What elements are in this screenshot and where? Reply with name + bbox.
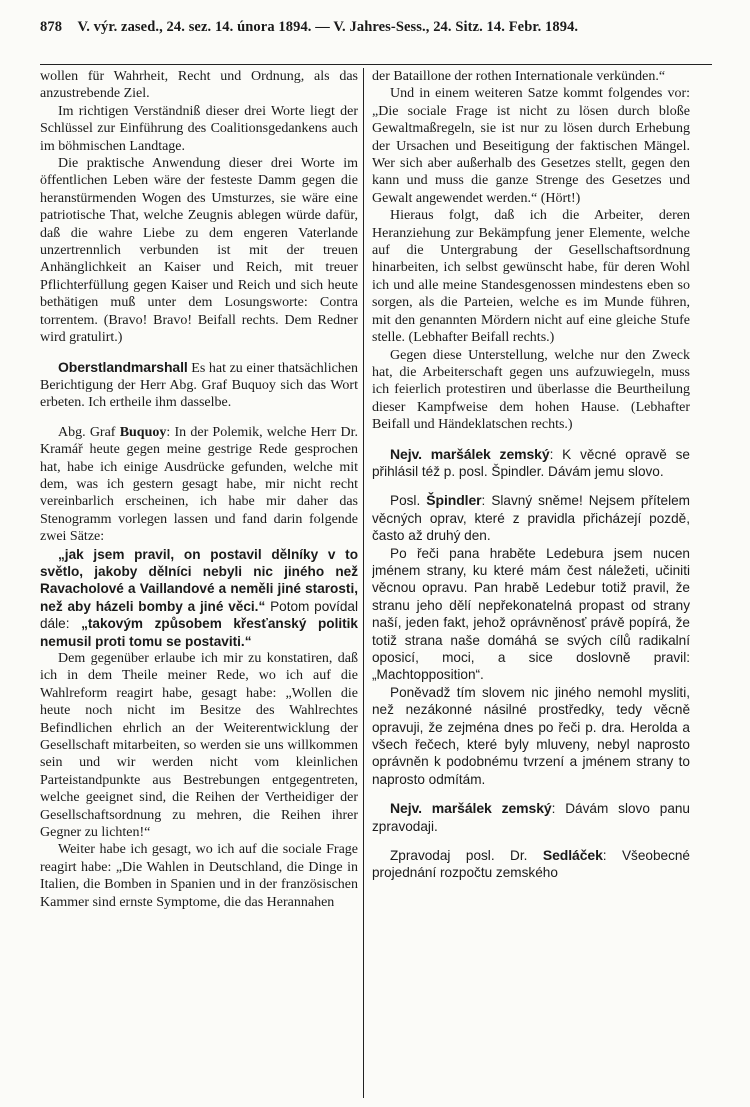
speaker-name: Sedláček: [542, 847, 603, 864]
paragraph: Po řeči pana hraběte Ledebura jsem nucen jménem strany, ku které mám čest náležeti, učiniti věcnou opravu. Pan hrabě Ledebur totiž pravil, že stranu jeho dělí nepřekonatelná propast od strany naší, jeden fakt, jehož oprávněnosť právě popírá, že totiž strana naše domáhá se svých cílů radikalní oposicí, moci, a sice doslovně pravil: „Machtopposition“.: [372, 545, 690, 683]
speech-text: : K věcné opravě se přihlásil též p. posl. Špindler. Dávám jemu slovo.: [372, 446, 690, 479]
speech-text: : Slavný sněme! Nejsem přítelem věcných oprav, které z pravidla přicházejí pozdě, často až druhý den.: [372, 493, 690, 544]
paragraph: Weiter habe ich gesagt, wo ich auf die sociale Frage reagirt habe: „Die Wahlen in Deutschland, die Dinge in Italien, die Bomben in Spanien und in der französischen Kammer sind ernste Symptome, die das Herannahen: [40, 842, 358, 910]
speaker-name: Buquoy: [119, 424, 167, 440]
czech-quote: [40, 546, 358, 650]
speaker-name: Špindler: [426, 492, 482, 509]
quote-1: „jak jsem pravil, on postavil dělníky v to světlo, jakoby dělníci nebyli nic jiného než Ravacholové a Vaillandové a neměli jiné starosti, než aby házeli bomby a jiné věci.“: [40, 546, 358, 614]
speech-sedlacek: [372, 847, 690, 882]
column-divider: [363, 68, 364, 1098]
quote-bridge: Potom povídal dále:: [40, 598, 358, 632]
header-czech: V. výr. zased., 24. sez. 14. února 1894.: [77, 19, 312, 35]
left-column: [40, 68, 358, 1098]
paragraph: Gegen diese Unterstellung, welche nur den Zweck hat, die Arbeiterschaft gegen uns aufzuwiegeln, muss ich feierlich protestiren und überlasse die Beurtheilung dieser Kampfweise dem hohen Hause. (Lebhafter Beifall und Händeklatschen rechts.): [372, 347, 690, 433]
speech-buquoy: [40, 424, 358, 546]
paragraph: Die praktische Anwendung dieser drei Worte im öffentlichen Leben wäre der festeste Damm gegen die heranstürmenden Wogen des Umsturzes, sie wäre eine patriotische That, welche Zeugnis ablegen würde dafür, daß die wahre Liebe zu dem engeren Vaterlande unzertrennlich verbunden ist mit der treuen Anhänglichkeit an Kaiser und Reich, mit treuer Pflichterfüllung gegen Kaiser und Reich und sich heute bethätigen muß unter dem Losungsworte: Contra torrentem. (Bravo! Bravo! Beifall rechts. Dem Redner wird gratulirt.): [40, 156, 358, 346]
speech-text: : In der Polemik, welche Herr Dr. Kramář heute gegen meine gestrige Rede gesprochen hat, habe ich einige Ausdrücke gefunden, welche mit dem, was ich gestern gesagt habe, mir nicht recht vereinbarlich erscheinen, ich habe mir daher das Stenogramm vorlegen lassen und fand darin folgende zwei Sätze:: [40, 424, 358, 545]
speaker-intro: Posl.: [390, 493, 421, 509]
speaker-name: Oberstlandmarshall: [58, 358, 188, 375]
header-german: V. Jahres-Sess., 24. Sitz. 14. Febr. 1894.: [333, 19, 579, 35]
speaker-name: Nejv. maršálek zemský: [390, 445, 550, 462]
speech-spindler: [372, 492, 690, 544]
paragraph: Im richtigen Verständniß dieser drei Worte liegt der Schlüssel zur Einführung des Coalitionsgedankens auch im böhmischen Landtage.: [40, 103, 358, 154]
speech-oberstlandmarshall: [40, 359, 358, 412]
speech-marshal: [372, 800, 690, 835]
speech-text: Es hat zu einer thatsächlichen Berichtigung der Herr Abg. Graf Buquoy sich das Wort erbeten. Ich ertheile ihm dasselbe.: [40, 360, 358, 411]
page-header: [40, 14, 712, 40]
paragraph: Und in einem weiteren Satze kommt folgendes vor: „Die sociale Frage ist nicht zu lösen durch bloße Gewaltmaßregeln, sie ist nur zu lösen durch Erhebung der Ursachen und Beseitigung der faktischen Mängel. Wer sich aber außerhalb des Gesetzes stellt, gegen den kann und muss die ganze Strenge des Gesetzes und Gewalt angewendet werden.“ (Hört!): [372, 86, 690, 206]
speech-text: : Všeobecné projednání rozpočtu zemského: [372, 848, 690, 881]
header-separator: —: [315, 19, 330, 35]
speaker-intro: Abg. Graf: [58, 424, 116, 440]
paragraph: der Bataillone der rothen Internationale verkünden.“: [372, 69, 666, 84]
right-column: [372, 68, 690, 1098]
paragraph: wollen für Wahrheit, Recht und Ordnung, als das anzustrebende Ziel.: [40, 69, 358, 102]
speaker-name: Nejv. maršálek zemský: [390, 800, 552, 817]
speech-marshal: [372, 446, 690, 481]
paragraph: Hieraus folgt, daß ich die Arbeiter, deren Heranziehung zur Bekämpfung jener Elemente, welche auf die Untergrabung der Gesellschaftsordnung hinarbeiten, ich selbst gewünscht habe, für deren Wohl ich und alle meine Standesgenossen mindestens eben so sorgen, als die Parteien, welche es im Munde führen, mit den genannten Mördern nicht auf eine gleiche Stufe stelle. (Lebhafter Beifall rechts.): [372, 208, 690, 346]
speaker-intro: Zpravodaj posl. Dr.: [390, 848, 528, 864]
paragraph: Dem gegenüber erlaube ich mir zu konstatiren, daß ich in dem Theile meiner Rede, wo ich auf die Wahlreform reagirt habe, gesagt habe: „Wollen die heute noch nicht im Besitze des Wahlrechtes Befindlichen ehrlich an der Weiterentwicklung der Gesellschaft mitarbeiten, so werden sie uns willkommen sein und wir werden nicht vom kleinlichen Parteistandpunkte aus Bestrebungen entgegentreten, welche geeignet sind, die Reihen der Vertheidiger der Gesellschaftsordnung zu mehren, die Reihen ihrer Gegner zu lichten!“: [40, 651, 358, 841]
paragraph: Poněvadž tím slovem nic jiného nemohl mysliti, než nezákonné násilné prostředky, tedy věcně opravuji, že zejména dnes po řeči p. dra. Herolda a všech řečech, které byly mluveny, nebyl naprosto oprávněn k podobnému tvrzení a jménem strany to naprosto odmítám.: [372, 684, 690, 787]
page-number: 878: [40, 19, 63, 35]
header-rule: [40, 64, 712, 65]
quote-2: „takovým způsobem křesťanský politik nemusil proti tomu se postaviti.“: [40, 616, 358, 649]
speech-text: : Dávám slovo panu zpravodaji.: [372, 801, 690, 834]
